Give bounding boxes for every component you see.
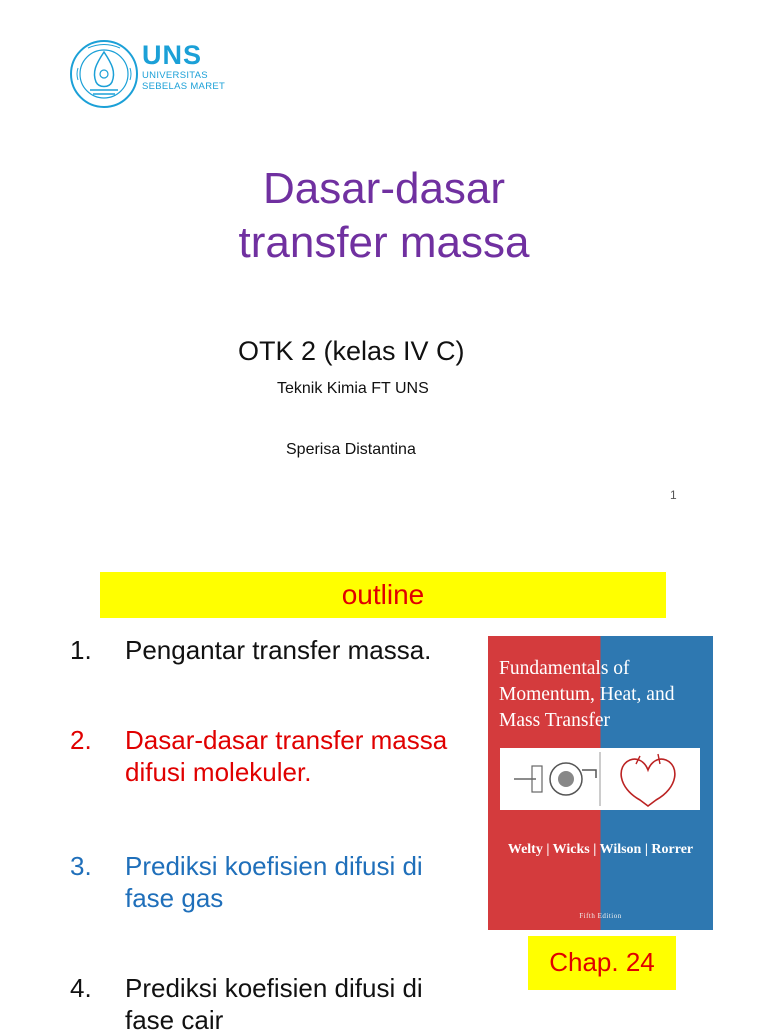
- logo-line-2: SEBELAS MARET: [142, 81, 226, 92]
- title-line-2: transfer massa: [238, 218, 530, 267]
- title-line-1: Dasar-dasar: [262, 164, 506, 213]
- book-title-line-2: Momentum, Heat, and: [499, 684, 675, 705]
- list-item-text: Prediksi koefisien difusi di fase gas: [125, 851, 423, 913]
- book-edition: Fifth Edition: [579, 912, 622, 920]
- list-item-text: Pengantar transfer massa.: [125, 635, 432, 665]
- logo-wordmark: [142, 40, 225, 92]
- page-number: 1: [670, 488, 677, 502]
- list-item-number: 4.: [70, 973, 92, 1003]
- book-authors: Welty | Wicks | Wilson | Rorrer: [507, 842, 694, 857]
- list-item-text: Prediksi koefisien difusi di fase cair: [125, 973, 423, 1035]
- book-title-line-1: Fundamentals of: [499, 658, 630, 679]
- book-title-line-3: Mass Transfer: [499, 710, 611, 731]
- logo-line-1: UNIVERSITAS: [142, 70, 208, 81]
- list-item-number: 2.: [70, 725, 92, 755]
- pump-and-heart-icon: [500, 748, 700, 810]
- author-name: Sperisa Distantina: [286, 441, 416, 458]
- book-cover-illustration: [500, 748, 700, 810]
- list-item-number: 1.: [70, 635, 92, 665]
- course-name: OTK 2 (kelas IV C): [238, 336, 465, 366]
- list-item-number: 3.: [70, 851, 92, 881]
- list-item-text: Dasar-dasar transfer massa difusi molekuler.: [125, 725, 448, 787]
- textbook-cover: [488, 636, 713, 930]
- book-title: [499, 656, 709, 734]
- slide-2: [0, 530, 768, 1035]
- department: Teknik Kimia FT UNS: [277, 380, 429, 397]
- uns-logo: [68, 38, 228, 110]
- logo-uns-text: UNS: [142, 40, 203, 70]
- university-seal-icon: [68, 38, 140, 110]
- chapter-label: Chap. 24: [528, 936, 676, 990]
- outline-heading: outline: [100, 572, 666, 618]
- slide-title: [0, 162, 768, 270]
